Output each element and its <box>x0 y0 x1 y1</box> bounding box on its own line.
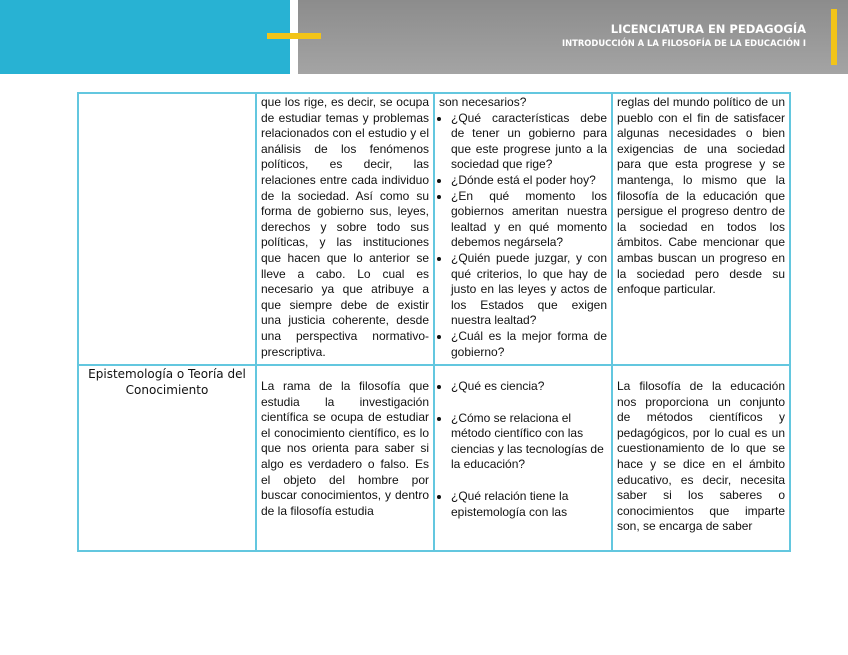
relation-cell: reglas del mundo político de un pueblo con el fin de satisfacer algunas necesidades o bien exigencias de una sociedad para que esta progrese y se mantenga, lo mismo que la filosofía de la educación que persigue el progreso dentro de la sociedad en todos los ámbitos. Cabe mencionar que ambas buscan un progreso en la sociedad pero desde su enfoque particular. <box>612 93 790 365</box>
questions-list <box>439 379 607 520</box>
header-right-band <box>298 0 848 74</box>
questions-list <box>439 111 607 361</box>
list-item: • ¿En qué momento los gobiernos ameritan nuestra lealtad y en qué momento debemos negársela? <box>451 189 607 251</box>
list-item: • ¿Qué relación tiene la epistemología con las <box>451 489 607 520</box>
list-item: • ¿Qué es ciencia? <box>451 379 607 395</box>
list-item: • ¿Dónde está el poder hoy? <box>451 173 607 189</box>
questions-continued: son necesarios? <box>439 95 527 109</box>
definition-cell: que los rige, es decir, se ocupa de estudiar temas y problemas relacionados con el estudio y el análisis de los fenómenos políticos, es decir, las relaciones entre cada individuo de la sociedad. Así como su forma de gobierno sus, leyes, derechos y sobre todo sus políticas, y las instituciones que hacen que lo anterior se lleve a cabo. Lo cual es necesario ya que atribuye a que siempre debe de existir una justicia coherente, desde una perspectiva normativo-prescriptiva. <box>256 93 434 365</box>
definition-text: La rama de la filosofía que estudia la investigación científica se ocupa de estudiar el conocimiento científico, es lo que nos orienta para saber si algo es verdadero o falso. Es el objeto del hombre por buscar conocimientos, y dentro de la filosofía estudia <box>261 379 429 518</box>
list-item: • ¿Cómo se relaciona el método científico con las ciencias y las tecnologías de la educación? <box>451 411 607 473</box>
list-item: • ¿Cuál es la mejor forma de gobierno? <box>451 329 607 360</box>
course-subtitle: INTRODUCCIÓN A LA FILOSOFÍA DE LA EDUCACIÓN I <box>562 38 806 48</box>
relation-cell <box>612 365 790 551</box>
questions-cell <box>434 365 612 551</box>
relation-text: La filosofía de la educación nos proporciona un conjunto de métodos científicos y pedagógicos, por lo cual es un cuestionamiento de lo que se hace y se dice en el ámbito educativo, es decir, necesita saber si los saberes o conocimientos que imparte son, se encarga de saber <box>617 379 785 534</box>
header-left-band <box>0 0 290 74</box>
philosophy-table <box>77 92 791 552</box>
questions-cell <box>434 93 612 365</box>
definition-cell <box>256 365 434 551</box>
table-row <box>78 93 790 365</box>
table-row <box>78 365 790 551</box>
header-accent-bar <box>831 9 837 65</box>
course-title: LICENCIATURA EN PEDAGOGÍA <box>610 22 806 36</box>
list-item: • ¿Qué características debe de tener un gobierno para que este progrese junto a la sociedad que rige? <box>451 111 607 173</box>
list-item: • ¿Quién puede juzgar, y con qué criterios, lo que hay de justo en las leyes y actos de los Estados que exigen nuestra lealtad? <box>451 251 607 329</box>
header-accent-dash <box>267 33 321 39</box>
topic-cell: Epistemología o Teoría del Conocimiento <box>78 365 256 551</box>
topic-cell <box>78 93 256 365</box>
